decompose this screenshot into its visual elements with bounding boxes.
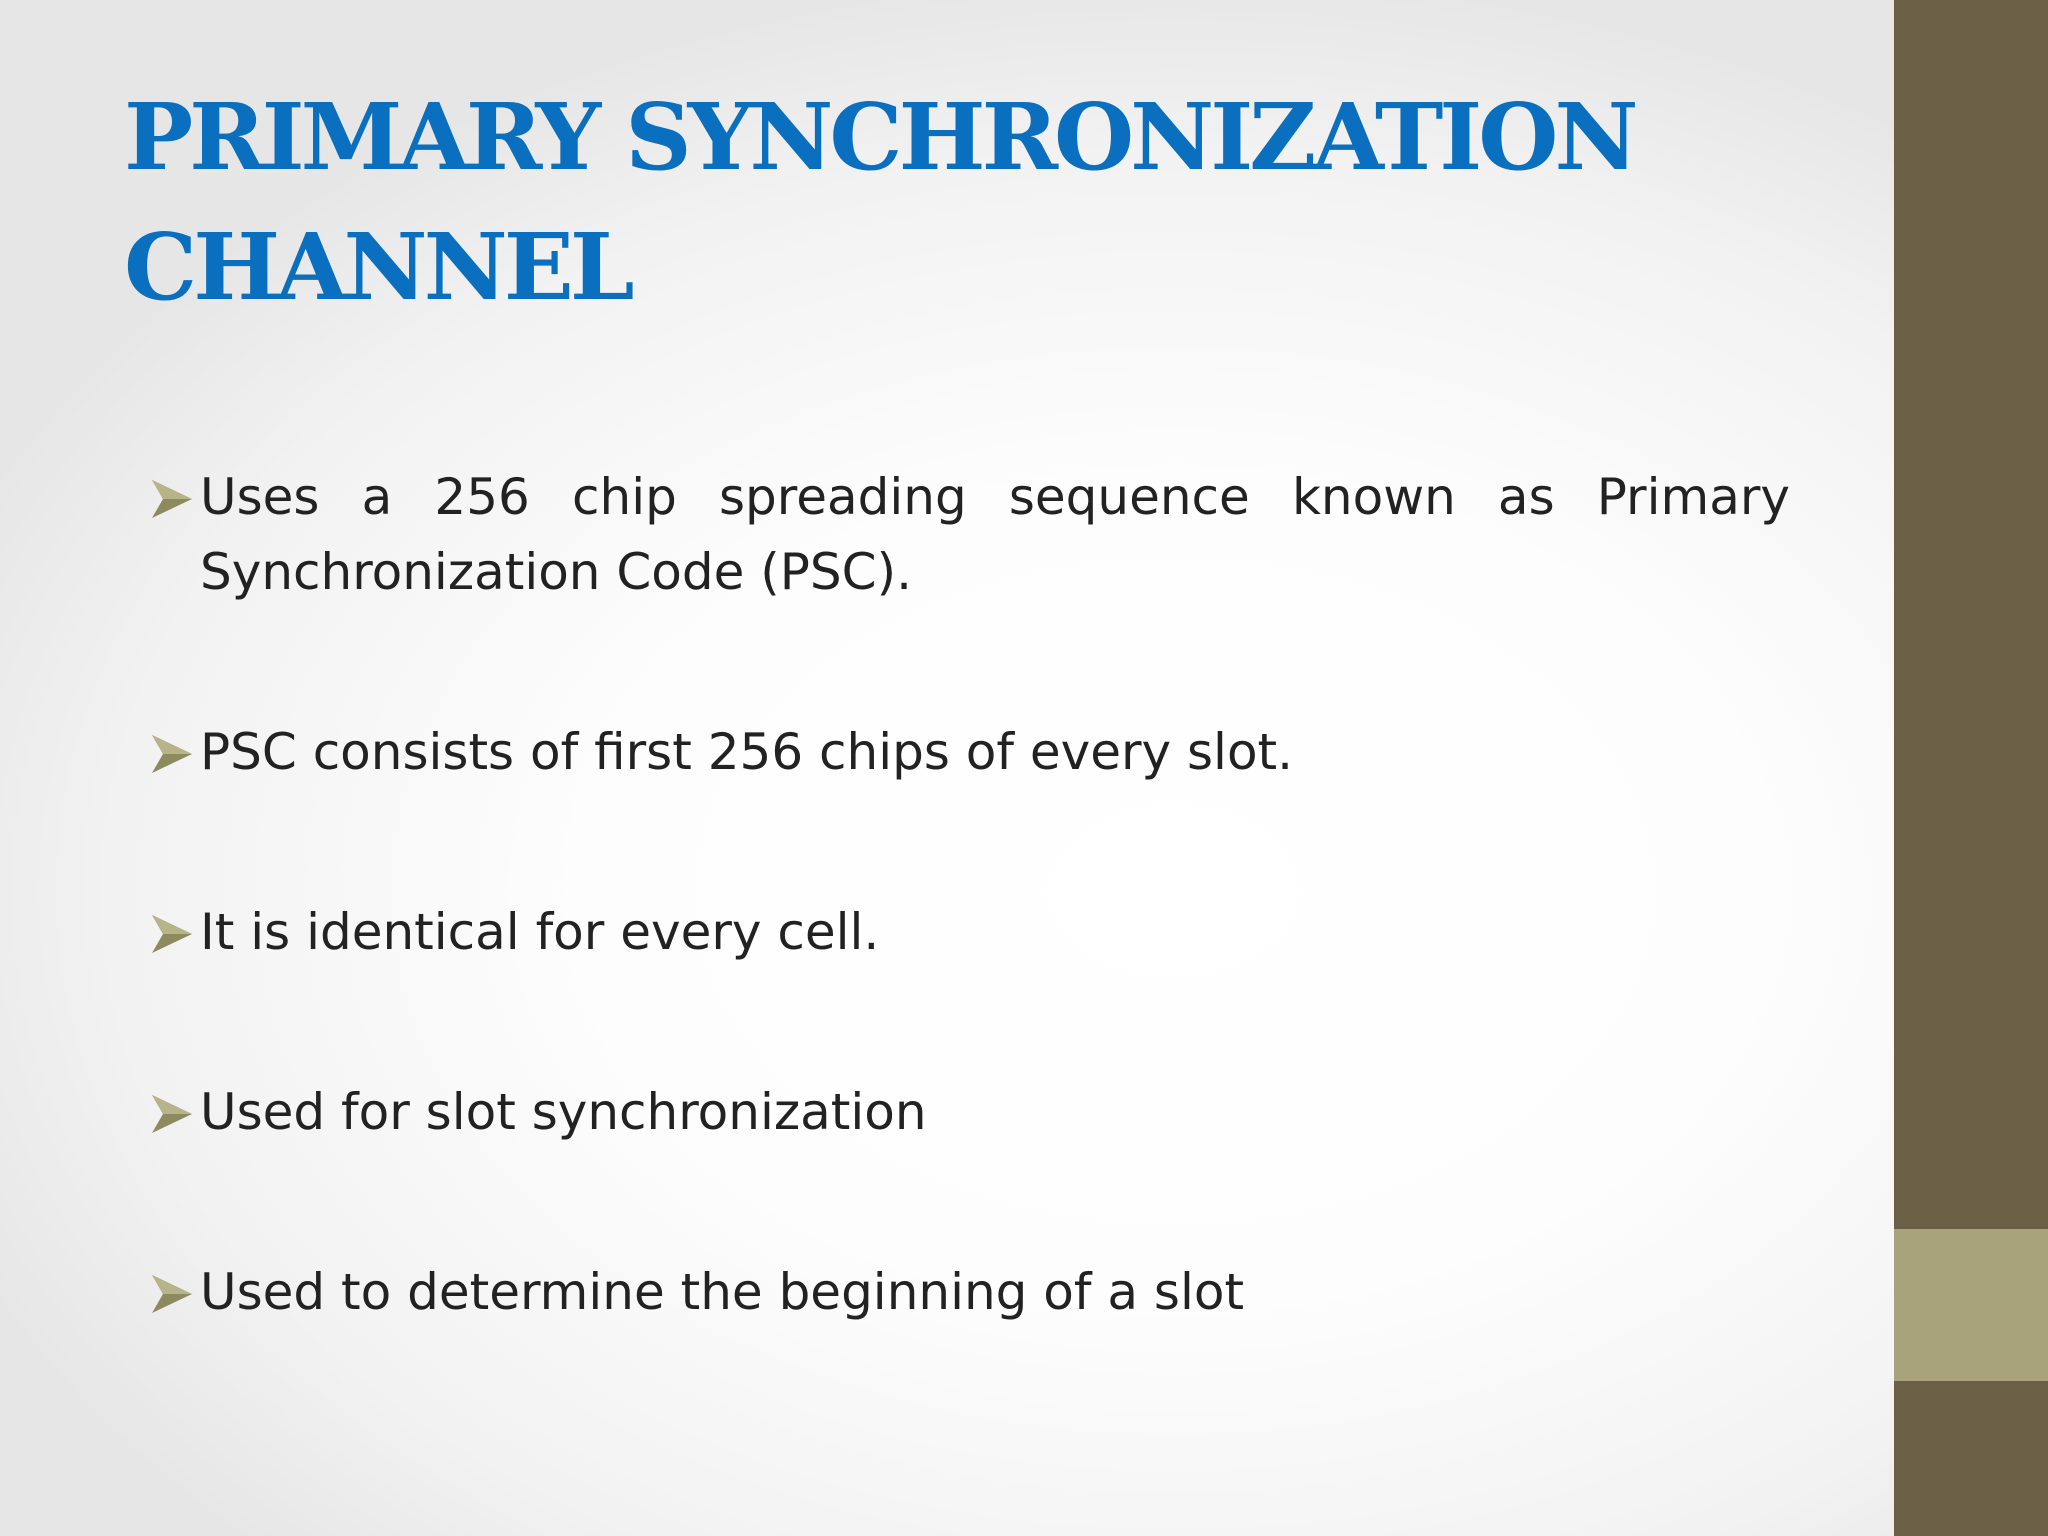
title-line-1: PRIMARY SYNCHRONIZATION [124,83,1635,191]
bullet-text: Uses a 256 chip spreading sequence known as Primary Synchronization Code (PSC). [200,468,1790,601]
bullet-text: Used for slot synchronization [200,1083,927,1141]
bullet-item [150,460,1790,610]
bullet-list [150,460,1790,1435]
arrowhead-bullet-icon [150,1273,194,1315]
bullet-item [150,1075,1790,1150]
arrowhead-bullet-icon [150,1093,194,1135]
decorative-side-accent [1894,1229,2048,1381]
title-line-2: CHANNEL [124,213,631,321]
arrowhead-bullet-icon [150,913,194,955]
bullet-item [150,715,1790,790]
arrowhead-bullet-icon [150,478,194,520]
bullet-item [150,895,1790,970]
bullet-text: Used to determine the beginning of a slot [200,1263,1245,1321]
bullet-item [150,1255,1790,1330]
bullet-text: It is identical for every cell. [200,903,880,961]
slide-title [124,72,1824,332]
arrowhead-bullet-icon [150,733,194,775]
decorative-side-bar [1894,0,2048,1536]
bullet-text: PSC consists of first 256 chips of every slot. [200,723,1294,781]
